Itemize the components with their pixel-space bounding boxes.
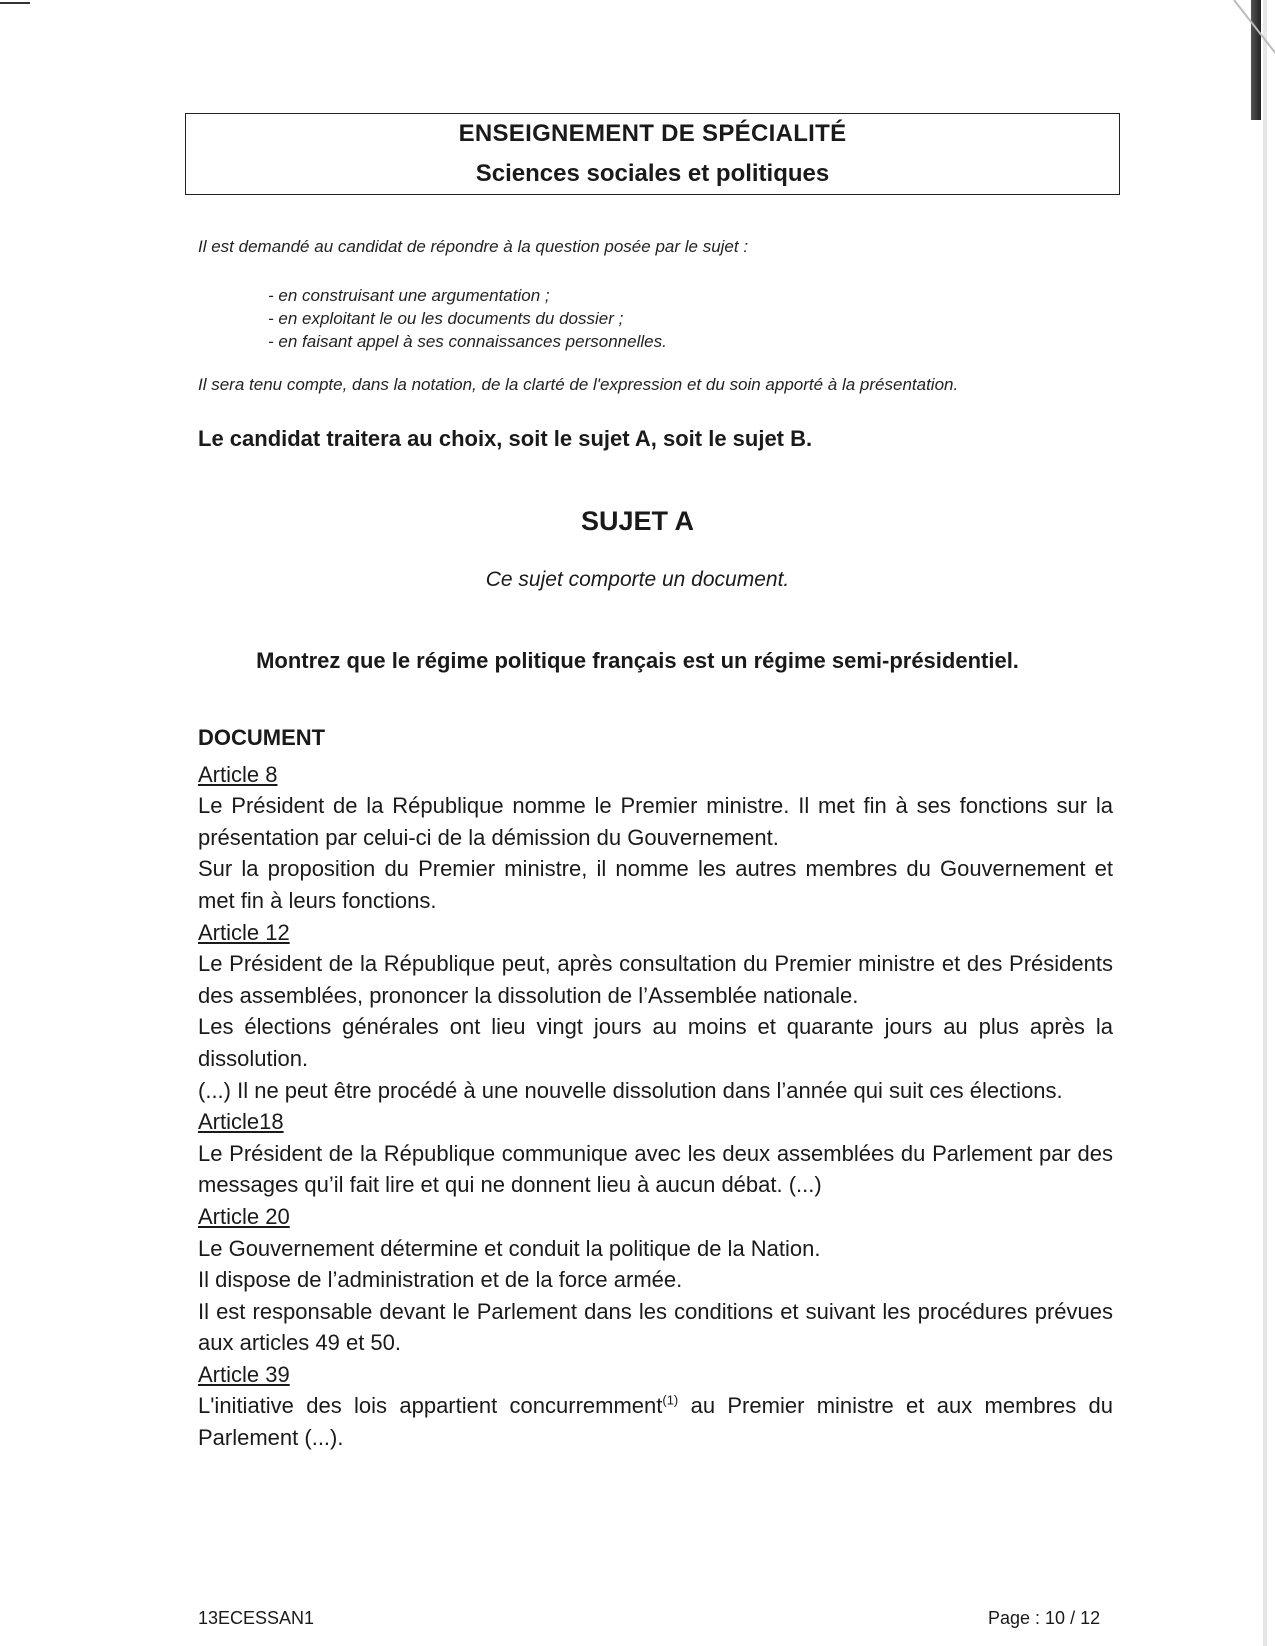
instruction-item: - en faisant appel à ses connaissances personnelles.	[268, 332, 667, 351]
article-paragraph: Le Président de la République nomme le Premier ministre. Il met fin à ses fonctions sur la présentation par celui-ci de la démission du Gouvernement.	[198, 793, 1113, 850]
article-label: Article 20	[198, 1203, 290, 1229]
instruction-item: - en construisant une argumentation ;	[268, 286, 550, 305]
subject-title: SUJET A	[580, 506, 695, 536]
instructions-intro: Il est demandé au candidat de répondre à la question posée par le sujet :	[198, 237, 749, 256]
article-label: Article 8	[198, 761, 278, 787]
article-paragraph	[198, 1390, 1113, 1453]
instructions-list	[268, 284, 667, 353]
choice-statement: Le candidat traitera au choix, soit le sujet A, soit le sujet B.	[198, 426, 813, 451]
article-label: Article 12	[198, 919, 290, 945]
document	[198, 722, 1113, 1454]
article-paragraph: Les élections générales ont lieu vingt jours au moins et quarante jours au plus après la dissolution.	[198, 1014, 1113, 1071]
article-paragraph: (...) Il ne peut être procédé à une nouvelle dissolution dans l’année qui suit ces élections.	[198, 1077, 1063, 1103]
subject-question: Montrez que le régime politique français est un régime semi-présidentiel.	[256, 648, 1019, 673]
header-subtitle: Sciences sociales et politiques	[475, 160, 830, 187]
article-label: Article 39	[198, 1361, 290, 1387]
article-paragraph: Il dispose de l’administration et de la force armée.	[198, 1267, 683, 1293]
instructions-note: Il sera tenu compte, dans la notation, de la clarté de l'expression et du soin apporté à la présentation.	[198, 375, 959, 394]
header-box	[185, 113, 1120, 195]
article-text: au Premier ministre et aux membres du Parlement (...).	[198, 1393, 1113, 1451]
footer-code: 13ECESSAN1	[198, 1608, 315, 1628]
article-text: L'initiative des lois appartient concurremment	[198, 1393, 663, 1419]
scan-mark	[0, 2, 30, 4]
header-title: ENSEIGNEMENT DE SPÉCIALITÉ	[458, 120, 847, 147]
article-paragraph: Le Gouvernement détermine et conduit la politique de la Nation.	[198, 1235, 821, 1261]
scan-edge-dark	[1251, 0, 1261, 120]
instruction-item: - en exploitant le ou les documents du dossier ;	[268, 309, 624, 328]
document-title: DOCUMENT	[198, 725, 326, 750]
article-paragraph: Le Président de la République peut, après consultation du Premier ministre et des Présidents des assemblées, prononcer la dissolution de l’Assemblée nationale.	[198, 951, 1113, 1008]
article-paragraph: Le Président de la République communique avec les deux assemblées du Parlement par des messages qu’il fait lire et qui ne donnent lieu à aucun débat. (...)	[198, 1140, 1113, 1198]
article-label: Article18	[198, 1109, 284, 1135]
subject-subtitle: Ce sujet comporte un document.	[485, 568, 790, 591]
article-paragraph: Il est responsable devant le Parlement dans les conditions et suivant les procédures prévues aux articles 49 et 50.	[198, 1298, 1113, 1356]
scan-edge	[1263, 0, 1267, 1646]
footer-page-number: Page : 10 / 12	[988, 1608, 1101, 1628]
footnote-mark: (1)	[662, 1393, 679, 1409]
article-paragraph: Sur la proposition du Premier ministre, il nomme les autres membres du Gouvernement et met fin à leurs fonctions.	[198, 856, 1113, 913]
